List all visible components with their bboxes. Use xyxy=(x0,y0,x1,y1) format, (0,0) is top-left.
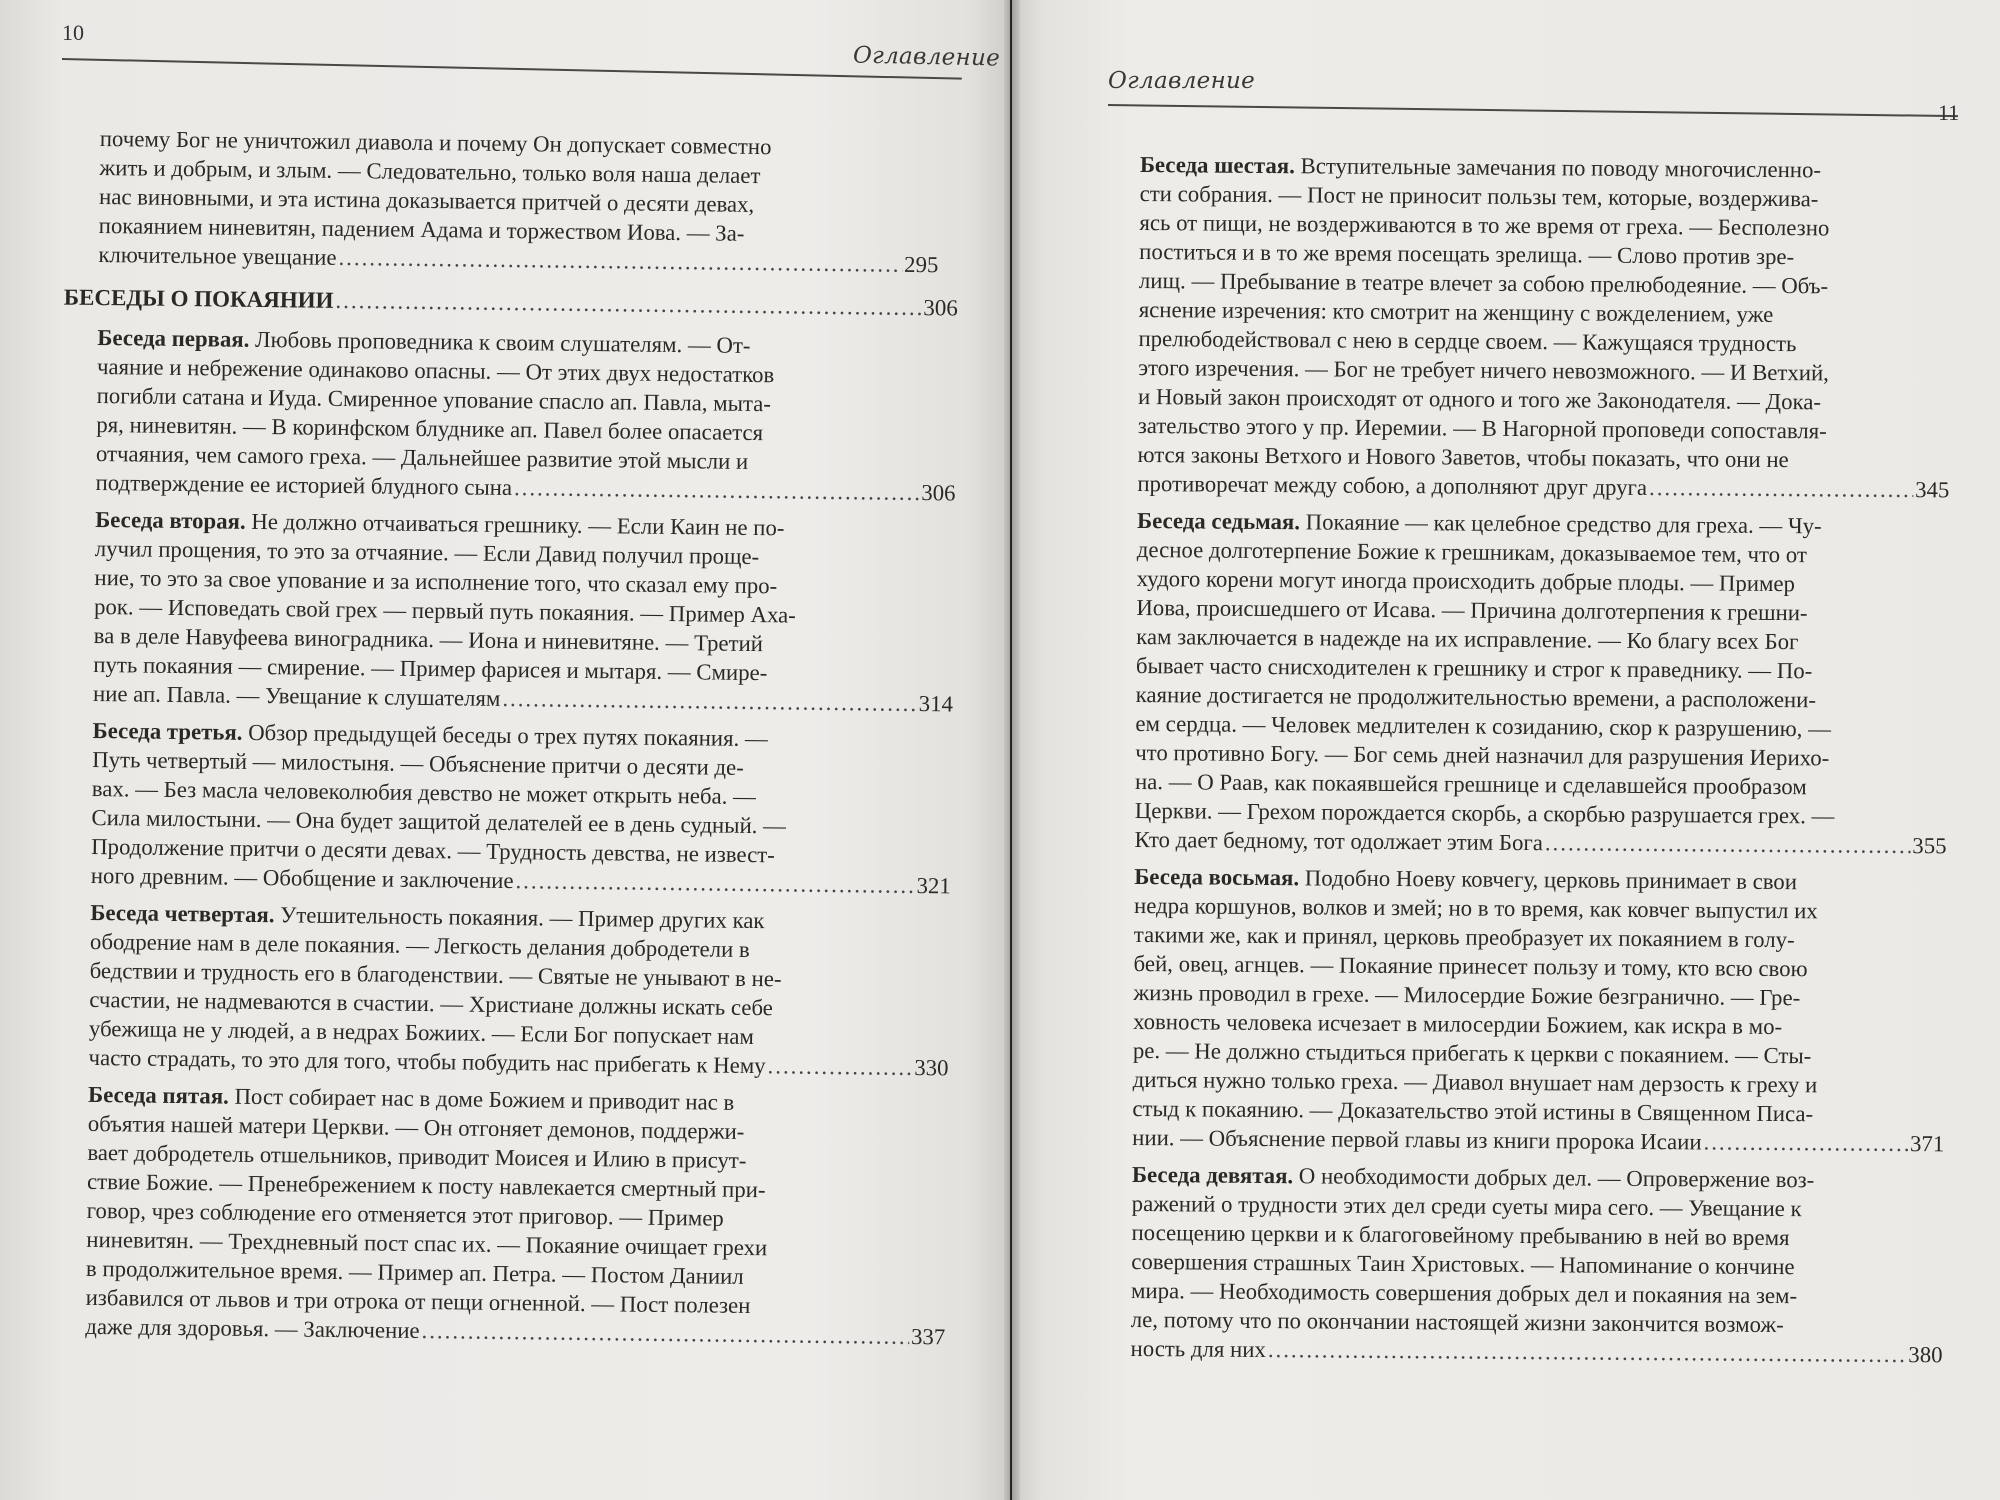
toc-entry xyxy=(1132,862,1946,1158)
entry-line: вает добродетель отшельников, приводит Моисея и Илию в присут- xyxy=(87,1139,747,1173)
entry-line: бедствии и трудность его в благоденствии. — Святые не унывают в не- xyxy=(89,957,782,992)
entry-lead: Беседа четвертая. xyxy=(90,899,275,928)
page-ref: 345 xyxy=(1915,477,1950,503)
entry-line: бывает часто снисходителен к грешнику и строг к праведнику. — По- xyxy=(1135,652,1813,684)
entry-last-line: даже для здоровья. — Заключение xyxy=(85,1313,420,1343)
entry-last-line: противоречат между собою, а дополняют друг друга xyxy=(1137,470,1648,500)
toc-entry xyxy=(91,716,953,900)
entry-line: Подобно Ноеву ковчегу, церковь принимает в свои xyxy=(1304,865,1798,895)
page-ref: 321 xyxy=(916,873,951,899)
dot-leader xyxy=(335,288,921,321)
page-number: 11 xyxy=(1938,100,1960,125)
toc-entry xyxy=(1134,506,1949,860)
toc-right xyxy=(1130,150,1952,1377)
entry-line: Обзор предыдущей беседы о трех путях покаяния. — xyxy=(248,719,768,752)
page-ref: 295 xyxy=(903,251,939,278)
dot-leader xyxy=(515,866,914,900)
dot-leader xyxy=(514,473,920,507)
entry-line: ховность человека исчезает в милосердии Божием, как искра в мо- xyxy=(1133,1008,1783,1040)
toc-entry xyxy=(85,1080,948,1351)
toc-entry xyxy=(1137,150,1952,504)
entry-last-line: ного древним. — Обобщение и заключение xyxy=(90,862,514,894)
page-ref: 314 xyxy=(918,691,954,717)
entry-line: совершения страшных Таин Христовых. — Напоминание о кончине xyxy=(1131,1248,1795,1280)
entry-line: бей, овец, агнцев. — Покаяние принесет пользу и тому, кто всю свою xyxy=(1133,950,1808,982)
entry-line: жизнь проводил в грехе. — Милосердие Божие безгранично. — Гре- xyxy=(1133,979,1801,1011)
dot-leader xyxy=(338,243,902,279)
entry-line: отчаяния, чем самого греха. — Дальнейшее развитие этой мысли и xyxy=(95,440,749,474)
entry-line: Продолжение притчи о десяти девах. — Трудность девства, не извест- xyxy=(91,833,775,868)
entry-line: сти собрания. — Пост не приносит пользы тем, которые, воздержива- xyxy=(1139,180,1819,212)
entry-line: убежища не у людей, а в недрах Божиих. — Если Бог попускает нам xyxy=(88,1015,755,1050)
entry-line: избавился от львов и три отрока от пещи огненной. — Пост полезен xyxy=(85,1284,751,1319)
entry-last-line: подтверждение ее историей блудного сына xyxy=(95,469,513,501)
entry-line: путь покаяния — смирение. — Пример фарисея и мытаря. — Смире- xyxy=(93,651,768,686)
entry-lead: Беседа первая. xyxy=(97,324,250,352)
page-ref: 380 xyxy=(1908,1342,1943,1368)
header-rule xyxy=(1108,104,1958,117)
entry-lead: Беседа пятая. xyxy=(87,1081,229,1109)
running-head: Оглавление xyxy=(1108,68,1256,94)
dot-leader xyxy=(1703,1127,1908,1158)
toc-entry-intro xyxy=(98,124,940,279)
page-ref: 330 xyxy=(914,1055,949,1081)
entry-line: погибли сатана и Иуда. Смиренное упование спасло ап. Павла, мыта- xyxy=(96,382,772,417)
entry-line: что противно Богу. — Бог семь дней назначил для разрушения Иерихо- xyxy=(1135,739,1830,771)
entry-line: почему Бог не уничтожил диавола и почему Он допускает совместно xyxy=(99,125,772,160)
section-heading xyxy=(64,285,958,322)
book-gutter xyxy=(1004,0,1020,1500)
entry-lead: Беседа третья. xyxy=(92,717,243,745)
dot-leader xyxy=(767,1051,912,1082)
entry-line: Пост собирает нас в доме Божием и приводит нас в xyxy=(234,1083,735,1115)
entry-line: объятия нашей матери Церкви. — Он отгоняет демонов, поддержи- xyxy=(87,1110,745,1144)
page-ref: 371 xyxy=(1909,1131,1945,1157)
page-ref: 306 xyxy=(921,480,956,506)
entry-line: яснение изречения: кто смотрит на женщину с вожделением, уже xyxy=(1138,296,1774,327)
entry-lead: Беседа восьмая. xyxy=(1134,863,1300,891)
header-rule xyxy=(62,58,962,80)
dot-leader xyxy=(421,1316,909,1351)
page-ref: 306 xyxy=(923,295,958,321)
dot-leader xyxy=(1649,473,1913,504)
entry-lead: Беседа седьмая. xyxy=(1136,507,1301,535)
toc-left xyxy=(63,124,960,1359)
entry-line: Любовь проповедника к своим слушателям. — От- xyxy=(254,326,751,358)
toc-entry xyxy=(1130,1160,1944,1369)
entry-line: покаянием ниневитян, падением Адама и торжеством Иова. — За- xyxy=(98,212,745,246)
entry-last-line: часто страдать, то это для того, чтобы побудить нас прибегать к Нему xyxy=(88,1044,766,1079)
entry-last-line: ние ап. Павла. — Увещание к слушателям xyxy=(92,680,501,711)
entry-line: Путь четвертый — милостыня. — Объяснение притчи о десяти де- xyxy=(92,746,744,780)
entry-lead: Беседа девятая. xyxy=(1131,1161,1294,1189)
entry-line: ствие Божие. — Пренебрежением к посту навлекается смертный при- xyxy=(86,1168,766,1203)
entry-line: прелюбодействовал с нею в сердце своем. — Кажущаяся трудность xyxy=(1138,325,1797,357)
entry-line: ниневитян. — Трехдневный пост спас их. — Покаяние очищает грехи xyxy=(86,1226,768,1261)
entry-line: лучил прощения, то это за отчаяние. — Если Давид получил проще- xyxy=(94,535,760,570)
entry-line: посещению церкви и к благоговейному пребыванию в ней во время xyxy=(1131,1219,1790,1251)
section-title: БЕСЕДЫ О ПОКАЯНИИ xyxy=(63,284,334,313)
entry-line: недра коршунов, волков и змей; но в то время, как ковчег выпустил их xyxy=(1133,892,1818,924)
entry-line: в продолжительное время. — Пример ап. Петра. — Постом Даниил xyxy=(85,1255,744,1289)
entry-line: ре. — Не должно стыдиться прибегать к церкви с покаянием. — Сты- xyxy=(1132,1037,1812,1069)
entry-line: поститься и в то же время посещать зрелища. — Слово против зре- xyxy=(1139,238,1795,270)
dot-leader xyxy=(502,684,917,718)
entry-line: ем сердца. — Человек медлителен к созиданию, скор к разрушению, — xyxy=(1135,710,1832,742)
entry-line: стыд к покаянию. — Доказательство этой истины в Священном Писа- xyxy=(1132,1095,1814,1127)
entry-last-line: Кто дает бедному, тот одолжает этим Бога xyxy=(1134,826,1544,856)
entry-line: Не должно отчаиваться грешнику. — Если Каин не по- xyxy=(251,508,785,541)
running-head: Оглавление xyxy=(852,42,1001,72)
entry-last-line: ключительное увещание xyxy=(98,241,337,270)
toc-entry xyxy=(95,323,957,507)
entry-line: Вступительные замечания по поводу многочисленно- xyxy=(1300,153,1822,183)
entry-line: О необходимости добрых дел. — Опровержение воз- xyxy=(1298,1163,1815,1193)
entry-line: нас виновными, и эта истина доказывается притчей о десяти девах, xyxy=(98,183,755,217)
entry-line: ражений о трудности этих дел среди суеты мира сего. — Увещание к xyxy=(1131,1190,1802,1222)
dot-leader xyxy=(1268,1335,1907,1369)
entry-line: десное долготерпение Божие к грешникам, доказываемое тем, что от xyxy=(1136,536,1807,568)
entry-line: Иова, происшедшего от Исава. — Причина долготерпения к грешни- xyxy=(1136,594,1808,626)
entry-line: вах. — Без масла человеколюбия девство не может открыть неба. — xyxy=(91,775,757,810)
entry-line: диться нужно только греха. — Диавол внушает нам дерзость к греху и xyxy=(1132,1066,1818,1098)
entry-line: ле, потому что по окончании настоящей жизни закончится возмож- xyxy=(1130,1306,1784,1338)
entry-line: Покаяние — как целебное средство для греха. — Чу- xyxy=(1305,509,1822,539)
entry-lead: Беседа вторая. xyxy=(95,506,246,534)
entry-line: говор, чрез соблюдение его отменяется этот приговор. — Пример xyxy=(86,1197,724,1231)
entry-line: кам заключается в надежде на их исправление. — Ко благу всех Бог xyxy=(1136,623,1799,655)
entry-last-line: нии. — Объяснение первой главы из книги пророка Исаии xyxy=(1132,1124,1702,1155)
page-ref: 355 xyxy=(1912,833,1947,859)
entry-line: каяние достигается не продолжительностью времени, а расположени- xyxy=(1135,681,1817,713)
entry-line: ря, ниневитян. — В коринфском блуднике ап. Павел более опасается xyxy=(96,411,764,446)
entry-line: мира. — Необходимость совершения добрых дел и покаяния на зем- xyxy=(1130,1277,1798,1309)
toc-entry xyxy=(93,505,955,718)
entry-line: лищ. — Пребывание в театре влечет за собою прелюбодеяние. — Объ- xyxy=(1138,267,1829,299)
entry-line: жить и добрым, и злым. — Следовательно, только воля наша делает xyxy=(99,154,761,189)
toc-entry xyxy=(88,898,950,1082)
entry-line: ние, то это за свое упование и за исполнение того, что сказал ему про- xyxy=(94,564,778,599)
entry-line: такими же, как и принял, церковь преобразует их покаянием в голу- xyxy=(1133,921,1795,953)
page-number: 10 xyxy=(62,20,84,45)
entry-line: худого корени могут иногда происходить добрые плоды. — Пример xyxy=(1136,565,1796,597)
entry-line: Церкви. — Грехом порождается скорбь, а скорбью разрушается грех. — xyxy=(1134,797,1835,829)
dot-leader xyxy=(1545,828,1911,860)
entry-line: ва в деле Навуфеева виноградника. — Иона и ниневитяне. — Третий xyxy=(93,622,764,657)
entry-line: ясь от пищи, не воздерживаются в то же время от греха. — Бесполезно xyxy=(1139,209,1830,241)
entry-line: этого изречения. — Бог не требует ничего невозможного. — И Ветхий, xyxy=(1138,354,1830,386)
page-ref: 337 xyxy=(910,1324,946,1350)
entry-line: рок. — Исповедать свой грех — первый путь покаяния. — Пример Аха- xyxy=(93,593,797,628)
entry-line: счастии, не надмеваются в счастии. — Христиане должны искать себе xyxy=(89,986,774,1021)
entry-line: чаяние и небрежение одинаково опасны. — От этих двух недостатков xyxy=(96,353,775,388)
entry-line: ободрение нам в деле покаяния. — Легкость делания добродетели в xyxy=(89,928,750,962)
entry-line: зательство этого у пр. Иеремии. — В Нагорной проповеди сопоставля- xyxy=(1137,412,1827,444)
entry-last-line: ность для них xyxy=(1130,1335,1266,1363)
entry-line: и Новый закон происходят от одного и того же Законодателя. — Дока- xyxy=(1137,383,1822,415)
entry-line: на. — О Раав, как покаявшейся грешнице и сделавшейся прообразом xyxy=(1134,768,1807,800)
entry-line: ются законы Ветхого и Нового Заветов, чтобы показать, что они не xyxy=(1137,441,1789,473)
entry-line: Сила милостыни. — Она будет защитой делателей ее в день судный. — xyxy=(91,804,787,839)
entry-line: Утешительность покаяния. — Пример других как xyxy=(280,902,765,934)
right-page xyxy=(1012,0,2000,1500)
entry-lead: Беседа шестая. xyxy=(1139,151,1295,179)
